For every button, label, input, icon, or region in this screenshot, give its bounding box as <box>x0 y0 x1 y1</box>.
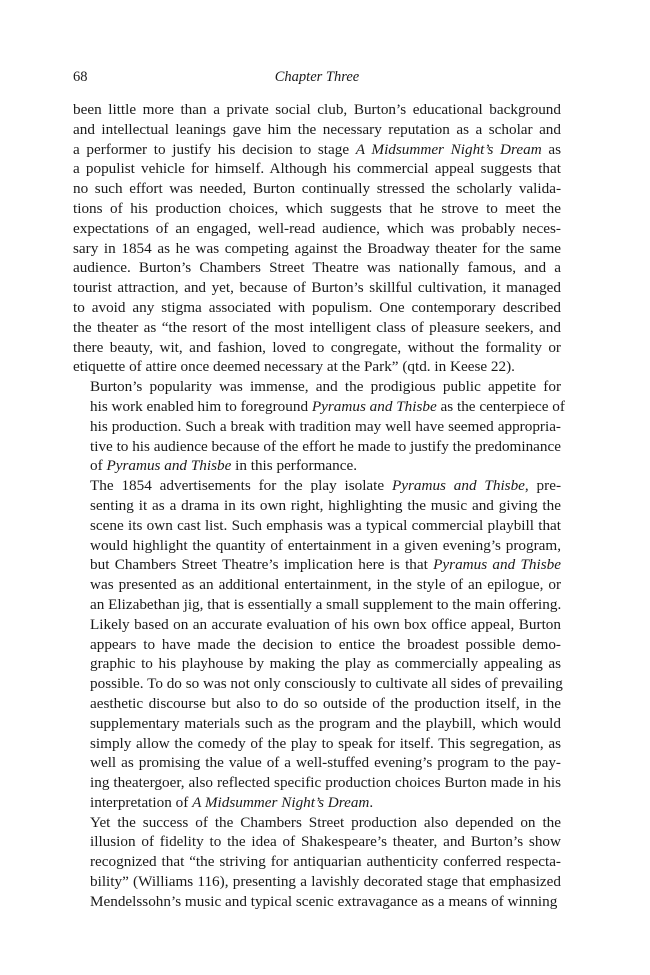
text-line: The 1854 advertisements for the play isolate Pyramus and Thisbe, pre- <box>90 477 562 495</box>
text-line: ing theatergoer, also reflected specific production choices Burton made in his <box>90 774 561 792</box>
text-line: Yet the success of the Chambers Street production also depended on the <box>90 813 561 831</box>
text-line: senting it as a drama in its own right, highlighting the music and giving the <box>90 496 561 514</box>
page-header <box>73 67 561 87</box>
text-line: the theater as “the resort of the most intelligent class of pleasure seekers, and <box>73 318 561 336</box>
text-line: his work enabled him to foreground Pyramus and Thisbe as the centerpiece of <box>90 397 565 415</box>
text-line: etiquette of attire once deemed necessary at the Park” (qtd. in Keese 22). <box>73 358 515 376</box>
text-line: an Elizabethan jig, that is essentially a small supplement to the main offering. <box>90 595 562 613</box>
text-line: scene its own cast list. Such emphasis was a typical commercial playbill that <box>90 516 561 534</box>
text-line: a populist vehicle for himself. Although his commercial appeal suggests that <box>73 160 561 178</box>
text-line: well as promising the value of a well-stuffed evening’s program to the pay- <box>90 754 561 772</box>
text-line: interpretation of A Midsummer Night’s Dream. <box>90 793 374 811</box>
text-line: simply allow the comedy of the play to speak for itself. This segregation, as <box>90 734 561 752</box>
text-line: expectations of an engaged, well-read audience, which was probably neces- <box>73 219 561 237</box>
page-number: 68 <box>73 69 88 85</box>
text-line: aesthetic discourse but also to do so outside of the production itself, in the <box>90 694 561 712</box>
text-line: there beauty, wit, and fashion, loved to congregate, without the formality or <box>73 338 561 356</box>
paragraph-1 <box>73 100 561 377</box>
text-line: audience. Burton’s Chambers Street Theatre was nationally famous, and a <box>73 259 561 277</box>
text-line: and intellectual leanings gave him the necessary reputation as a scholar and <box>73 120 561 138</box>
text-line: was presented as an additional entertainment, in the style of an epilogue, or <box>90 576 561 594</box>
paragraph-3 <box>73 476 561 813</box>
text-line: a performer to justify his decision to stage A Midsummer Night’s Dream as <box>73 140 562 158</box>
text-line: appears to have made the decision to entice the broadest possible demo- <box>90 635 561 653</box>
text-line: possible. To do so was not only consciously to cultivate all sides of prevailing <box>90 675 563 693</box>
text-line: would highlight the quantity of entertainment in a given evening’s program, <box>90 536 561 554</box>
text-line: to avoid any stigma associated with populism. One contemporary described <box>73 298 561 316</box>
text-line: but Chambers Street Theatre’s implication here is that Pyramus and Thisbe <box>90 556 561 574</box>
body-text <box>73 100 565 912</box>
text-line: supplementary materials such as the program and the playbill, which would <box>90 714 561 732</box>
text-line: tions of his production choices, which suggests that he strove to meet the <box>73 199 561 217</box>
text-line: no such effort was needed, Burton continually stressed the scholarly valida- <box>73 180 561 198</box>
paragraph-2 <box>73 377 565 476</box>
text-line: tourist attraction, and yet, because of Burton’s skillful cultivation, it managed <box>73 279 561 297</box>
running-head: Chapter Three <box>274 69 360 85</box>
text-line: Burton’s popularity was immense, and the prodigious public appetite for <box>90 378 561 396</box>
text-line: his production. Such a break with tradition may well have seemed appropria- <box>90 417 561 435</box>
text-line: illusion of fidelity to the idea of Shakespeare’s theater, and Burton’s show <box>90 833 561 851</box>
text-line: sary in 1854 as he was competing against the Broadway theater for the same <box>73 239 561 257</box>
text-line: graphic to his playhouse by making the play as commercially appealing as <box>90 655 561 673</box>
text-line: bility” (Williams 116), presenting a lavishly decorated stage that emphasized <box>90 873 561 891</box>
text-line: Likely based on an accurate evaluation of his own box office appeal, Burton <box>90 615 561 633</box>
text-line: tive to his audience because of the effort he made to justify the predominance <box>90 437 561 455</box>
text-line: Mendelssohn’s music and typical scenic extravagance as a means of winning <box>90 892 558 910</box>
text-line: of Pyramus and Thisbe in this performance. <box>90 457 358 475</box>
text-line: been little more than a private social club, Burton’s educational background <box>73 101 561 118</box>
paragraph-4 <box>73 813 561 912</box>
text-line: recognized that “the striving for antiquarian authenticity conferred respecta- <box>90 853 561 871</box>
